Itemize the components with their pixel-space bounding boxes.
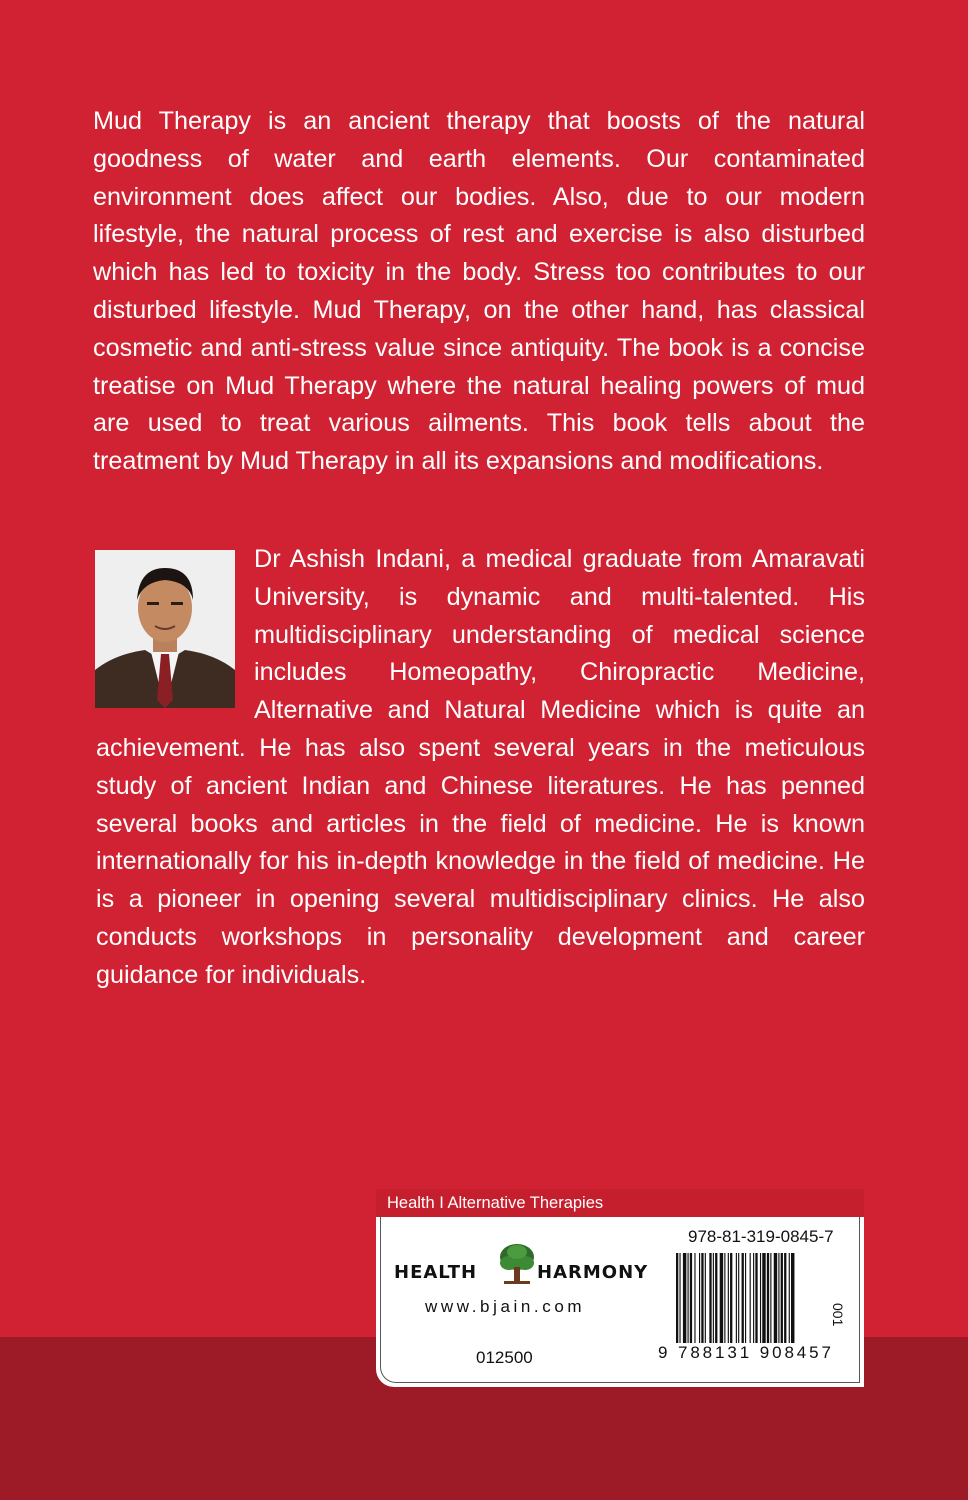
barcode-bar: [774, 1253, 777, 1343]
publisher-logo-word-left: HEALTH: [394, 1262, 478, 1283]
barcode-bar: [676, 1253, 678, 1343]
barcode-bar: [767, 1253, 769, 1343]
barcode-bar: [701, 1253, 703, 1343]
barcode-bar: [745, 1253, 746, 1343]
publisher-logo-word-right: HARMONY: [537, 1262, 649, 1283]
barcode-bar: [791, 1253, 794, 1343]
barcode-bar: [688, 1253, 689, 1343]
barcode-bar: [760, 1253, 761, 1343]
barcode-bar: [720, 1253, 723, 1343]
barcode-icon: [676, 1253, 846, 1343]
tree-icon: [498, 1243, 536, 1285]
barcode-bar: [755, 1253, 757, 1343]
barcode-digits: 9 788131 908457: [658, 1343, 834, 1362]
barcode-bar: [683, 1253, 686, 1343]
barcode-bar: [762, 1253, 765, 1343]
barcode-bar: [705, 1253, 706, 1343]
barcode-bar: [738, 1253, 739, 1343]
barcode-bar: [781, 1253, 783, 1343]
category-bar: Health I Alternative Therapies: [376, 1189, 864, 1217]
author-photo: [95, 550, 235, 708]
barcode-bar: [789, 1253, 790, 1343]
author-bio-text: Dr Ashish Indani, a medical graduate from Amaravati University, is dynamic and multi-talented. His multidisciplinary understanding of medical science includes Homeopathy, Chiropractic Medicine, Alternative and Natural Medicine which is quite an achievement. He has also spent several years in the meticulous study of ancient Indian and Chinese literatures. He has penned several books and articles in the field of medicine. He is known internationally for his in-depth knowledge in the field of medicine. He is a pioneer in opening several multidisciplinary clinics. He also conducts workshops in personality development and career guidance for individuals.: [96, 545, 865, 989]
isbn-number: 978-81-319-0845-7: [688, 1227, 834, 1246]
barcode-bar: [753, 1253, 754, 1343]
barcode-bar: [724, 1253, 725, 1343]
book-blurb: Mud Therapy is an ancient therapy that boosts of the natural goodness of water and earth elements. Our contaminated environment does affect our bodies. Also, due to our modern lifestyle, the natural process of rest and exercise is also disturbed which has led to toxicity in the body. Stress too contributes to our disturbed lifestyle. Mud Therapy, on the other hand, has classical cosmetic and anti-stress value since antiquity. The book is a concise treatise on Mud Therapy where the natural healing powers of mud are used to treat various ailments. This book tells about the treatment by Mud Therapy in all its expansions and modifications.: [93, 107, 865, 476]
price-code: 012500: [476, 1348, 533, 1367]
publisher-website: www.bjain.com: [425, 1297, 586, 1316]
publisher-label-box: [376, 1189, 864, 1387]
barcode-bar: [713, 1253, 714, 1343]
barcode-bar: [784, 1253, 786, 1343]
barcode-bar: [770, 1253, 771, 1343]
barcode-bar: [730, 1253, 732, 1343]
barcode-bar: [694, 1253, 695, 1343]
publisher-logo: [394, 1237, 649, 1283]
barcode-bar: [690, 1253, 692, 1343]
barcode-addon-code: 001: [830, 1303, 846, 1327]
author-portrait-image: [95, 550, 235, 708]
barcode-bar: [736, 1253, 737, 1343]
barcode-bar: [728, 1253, 729, 1343]
barcode-bar: [709, 1253, 711, 1343]
barcode-bar: [699, 1253, 700, 1343]
barcode-bar: [679, 1253, 680, 1343]
barcode-bar: [715, 1253, 717, 1343]
barcode-bar: [778, 1253, 779, 1343]
barcode-bar: [750, 1253, 751, 1343]
barcode-bar: [742, 1253, 744, 1343]
